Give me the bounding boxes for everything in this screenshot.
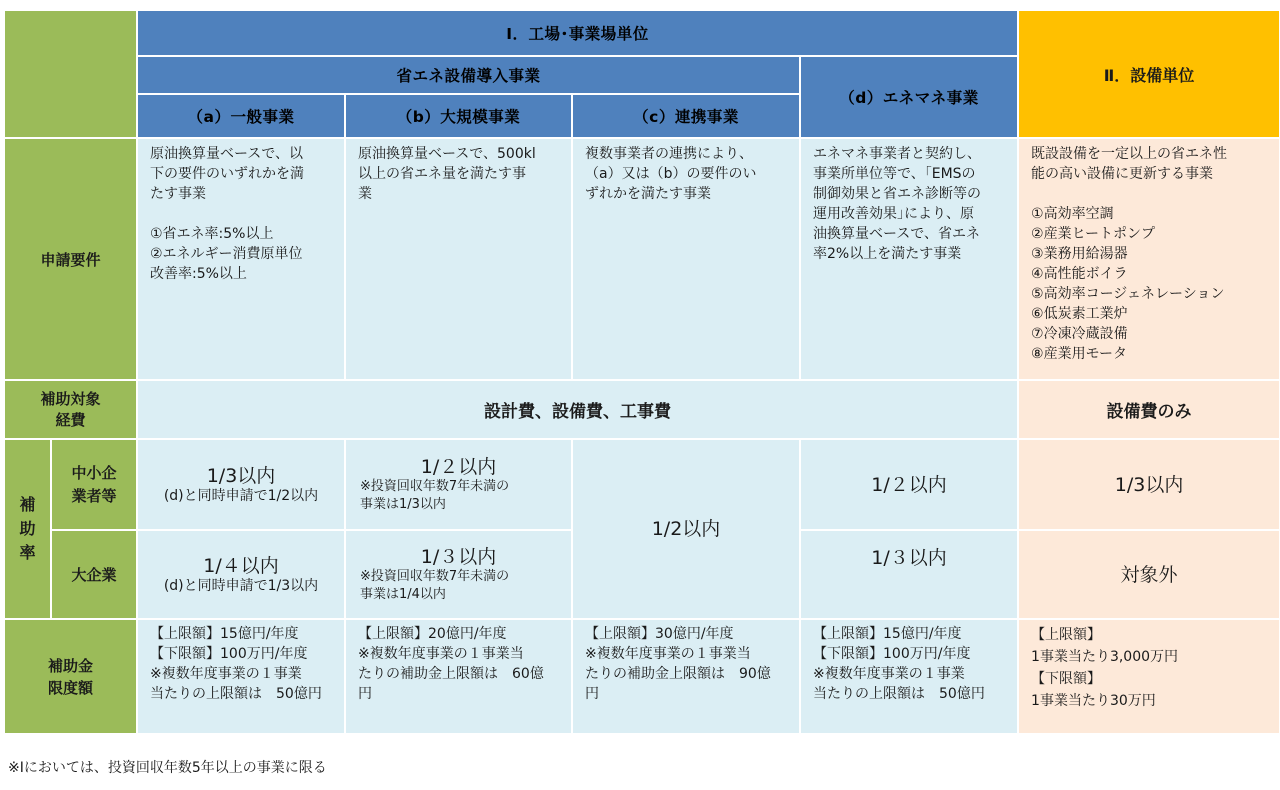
- col-d-header: （d）エネマネ事業: [801, 57, 1017, 137]
- rate-sme-a: 1/3以内: [206, 464, 276, 487]
- rate-c-cell: [573, 440, 799, 618]
- subsidy-table: [3, 9, 1280, 735]
- rate-large-ii-cell: [1019, 531, 1279, 618]
- rate-large-d-cell: [801, 531, 1017, 618]
- limit-label: 補助金 限度額: [5, 620, 136, 733]
- rate-sme-d-cell: [801, 440, 1017, 529]
- eligible-i: 設計費、設備費、工事費: [138, 381, 1017, 438]
- rate-large-ii: 対象外: [1120, 563, 1178, 586]
- section2-header: Ⅱ．設備単位: [1019, 11, 1279, 137]
- rate-large-d: 1/３以内: [871, 547, 947, 569]
- rate-label: 補助率: [19, 495, 36, 562]
- rate-large-a: 1/４以内: [203, 554, 279, 577]
- requirements-c: 複数事業者の連携により、 （a）又は（b）の要件のい ずれかを満たす事業: [573, 139, 799, 379]
- limit-b: 【上限額】20億円/年度 ※複数年度事業の１事業当 たりの補助金上限額は 60億 円: [346, 620, 571, 733]
- col-b-header: （b）大規模事業: [346, 95, 571, 137]
- section1-header: Ⅰ．工場･事業場単位: [138, 11, 1017, 55]
- rate-sme-b-cell: [346, 440, 571, 529]
- eligible-label: 補助対象 経費: [5, 381, 136, 438]
- requirements-ii: 既設設備を一定以上の省エネ性 能の高い設備に更新する事業 ①高効率空調 ②産業ヒートポンプ ③業務用給湯器 ④高性能ボイラ ⑤高効率コージェネレーション ⑥低炭素工業炉 ⑦冷凍冷蔵設備 ⑧産業用モータ: [1019, 139, 1279, 379]
- rate-large-a-note: (d)と同時申請で1/3以内: [163, 577, 319, 594]
- rate-sme-b-note: ※投資回収年数7年未満の 事業は1/3以内: [360, 478, 510, 512]
- col-c-header: （c）連携事業: [573, 95, 799, 137]
- rate-label-cell: [5, 440, 50, 618]
- rate-sme-b: 1/２以内: [420, 455, 497, 478]
- footnote: ※Ⅰにおいては、投資回収年数5年以上の事業に限る: [8, 760, 327, 776]
- group-intro-header: 省エネ設備導入事業: [138, 57, 799, 93]
- rate-sme-a-cell: [138, 440, 344, 529]
- col-a-header: （a）一般事業: [138, 95, 344, 137]
- rate-large-b-note: ※投資回収年数7年未満の 事業は1/4以内: [360, 568, 510, 602]
- limit-ii: 【上限額】 1事業当たり3,000万円 【下限額】 1事業当たり30万円: [1019, 620, 1279, 733]
- rate-large-label: 大企業: [52, 531, 136, 618]
- requirements-a: 原油換算量ベースで、以 下の要件のいずれかを満 たす事業 ①省エネ率:5%以上 ②エネルギー消費原単位 改善率:5%以上: [138, 139, 344, 379]
- rate-sme-a-note: (d)と同時申請で1/2以内: [163, 487, 319, 504]
- rate-c: 1/2以内: [651, 518, 721, 540]
- rate-sme-ii-cell: [1019, 440, 1279, 529]
- rate-sme-label: 中小企 業者等: [52, 440, 136, 529]
- corner-cell: [5, 11, 136, 137]
- limit-a: 【上限額】15億円/年度 【下限額】100万円/年度 ※複数年度事業の１事業 当たりの上限額は 50億円: [138, 620, 344, 733]
- requirements-b: 原油換算量ベースで、500kl 以上の省エネ量を満たす事 業: [346, 139, 571, 379]
- eligible-ii: 設備費のみ: [1019, 381, 1279, 438]
- rate-large-b-cell: [346, 531, 571, 618]
- rate-large-a-cell: [138, 531, 344, 618]
- limit-c: 【上限額】30億円/年度 ※複数年度事業の１事業当 たりの補助金上限額は 90億 円: [573, 620, 799, 733]
- requirements-label: 申請要件: [5, 139, 136, 379]
- limit-d: 【上限額】15億円/年度 【下限額】100万円/年度 ※複数年度事業の１事業 当たりの上限額は 50億円: [801, 620, 1017, 733]
- rate-large-b: 1/３以内: [420, 545, 497, 568]
- rate-sme-d: 1/２以内: [871, 473, 947, 496]
- rate-sme-ii: 1/3以内: [1114, 473, 1184, 496]
- requirements-d: エネマネ事業者と契約し、 事業所単位等で、｢EMSの 制御効果と省エネ診断等の 運用改善効果｣により、原 油換算量ベースで、省エネ 率2%以上を満たす事業: [801, 139, 1017, 379]
